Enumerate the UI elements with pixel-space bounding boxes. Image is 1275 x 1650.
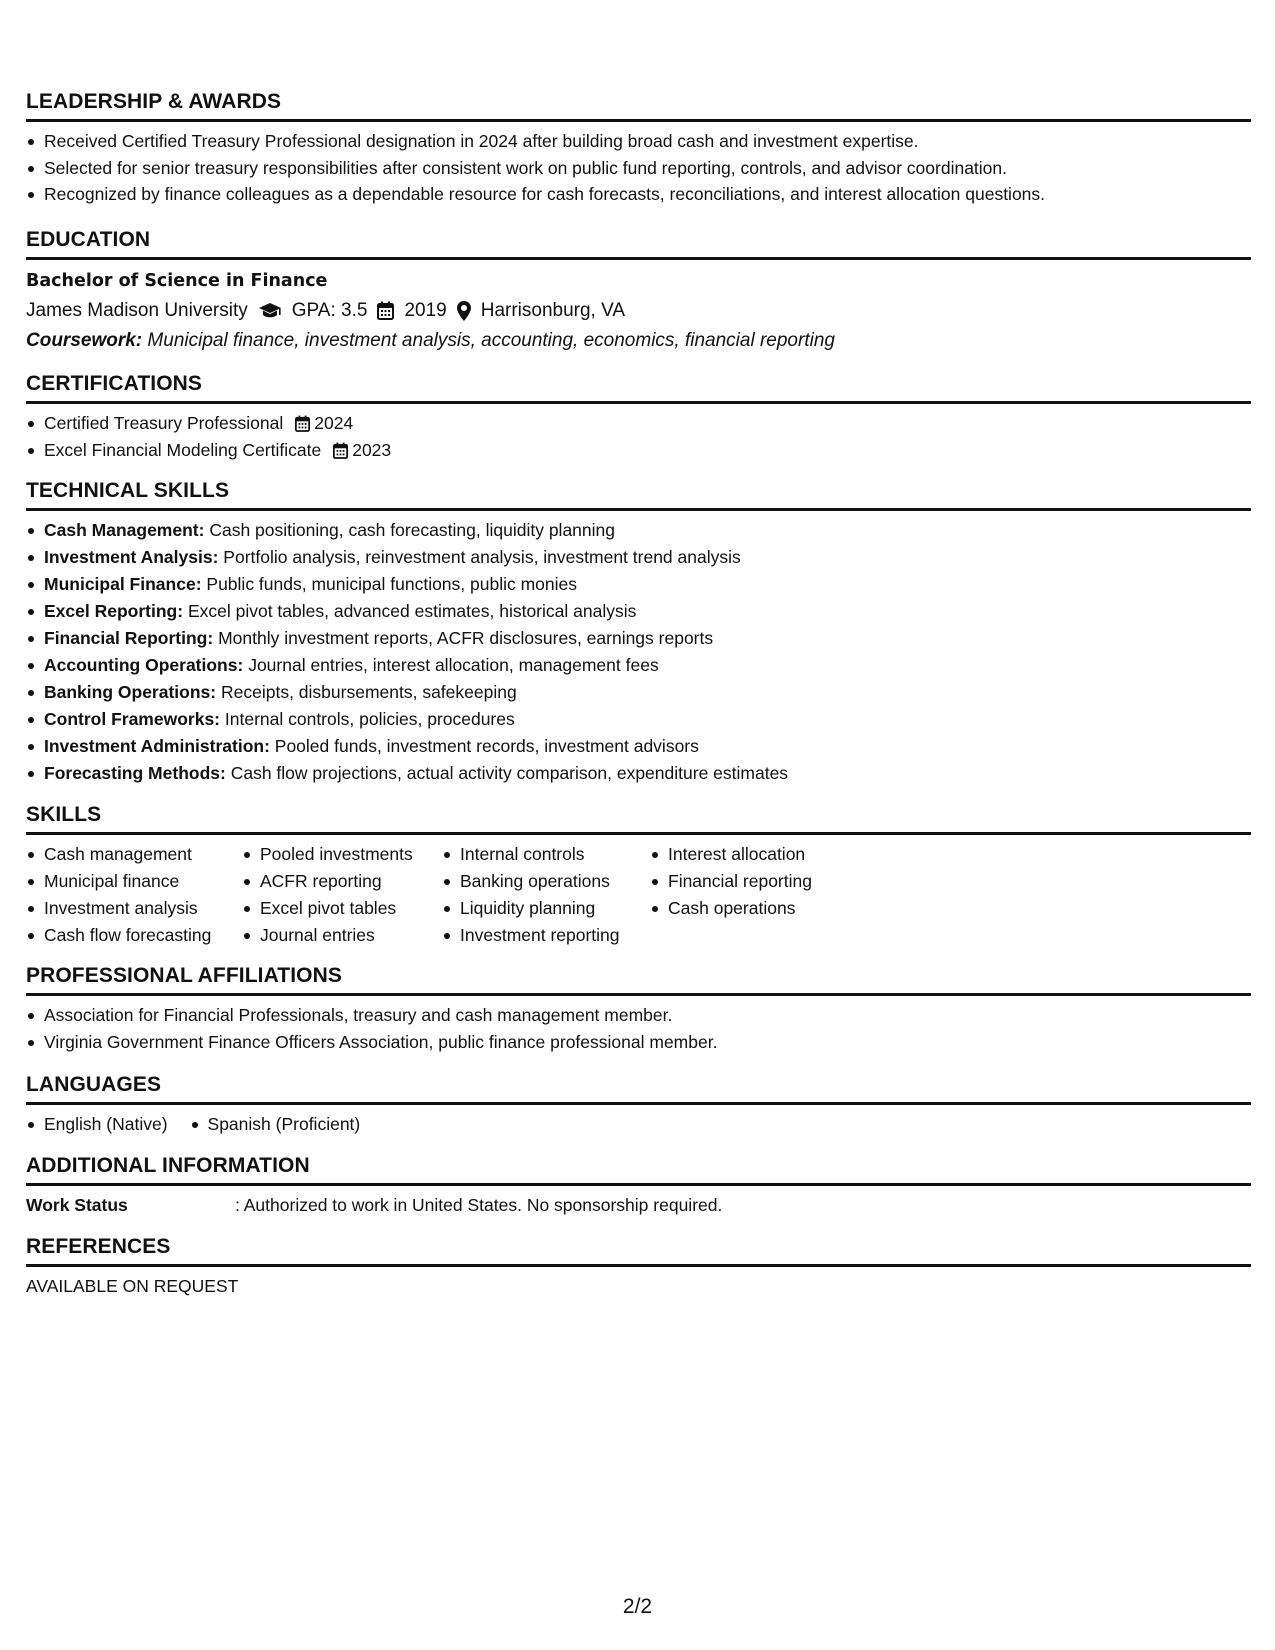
skill-label: Excel Reporting: (44, 600, 184, 621)
skill-label: Investment Analysis: (44, 546, 219, 567)
list-item (26, 571, 1251, 598)
section-title: ADDITIONAL INFORMATION (26, 1154, 1251, 1186)
coursework-label: Coursework: (26, 329, 143, 351)
skills-section (26, 803, 1251, 949)
skill-label: Forecasting Methods: (44, 762, 226, 783)
list-item: Investment reporting (442, 922, 650, 949)
list-item: Banking operations (442, 868, 650, 895)
certifications-section (26, 372, 1251, 464)
list-item: Journal entries (242, 922, 442, 949)
list-item: Internal controls (442, 841, 650, 868)
skill-text: Portfolio analysis, reinvestment analysis, investment trend analysis (223, 546, 741, 567)
section-title: LEADERSHIP & AWARDS (26, 90, 1251, 122)
section-title: EDUCATION (26, 228, 1251, 260)
skills-column (442, 841, 650, 949)
section-title: REFERENCES (26, 1235, 1251, 1267)
skill-label: Financial Reporting: (44, 627, 214, 648)
skill-text: Public funds, municipal functions, public monies (206, 573, 578, 594)
graduation-year: 2019 (404, 299, 447, 321)
additional-info-section (26, 1154, 1251, 1219)
education-details (26, 296, 1251, 326)
references-section (26, 1235, 1251, 1300)
list-item: Association for Financial Professionals, treasury and cash management member. (26, 1002, 1251, 1029)
affiliations-section (26, 964, 1251, 1056)
cert-year: 2024 (314, 412, 354, 433)
leadership-list (26, 128, 1251, 208)
list-item: Interest allocation (650, 841, 870, 868)
section-title: TECHNICAL SKILLS (26, 479, 1251, 511)
section-title: CERTIFICATIONS (26, 372, 1251, 404)
skill-text: Excel pivot tables, advanced estimates, historical analysis (187, 600, 637, 621)
skill-text: Internal controls, policies, procedures (224, 708, 515, 729)
list-item (26, 598, 1251, 625)
list-item (26, 437, 1251, 464)
skill-text: Cash flow projections, actual activity comparison, expenditure estimates (230, 762, 789, 783)
cert-name: Excel Financial Modeling Certificate (44, 439, 322, 460)
list-item (26, 652, 1251, 679)
list-item (26, 410, 1251, 437)
graduation-cap-icon (258, 302, 282, 320)
list-item: Municipal finance (26, 868, 242, 895)
certifications-list (26, 410, 1251, 464)
list-item: Cash management (26, 841, 242, 868)
list-item (26, 544, 1251, 571)
list-item: Received Certified Treasury Professional designation in 2024 after building broad cash and investment expertise. (26, 128, 1251, 155)
skill-label: Cash Management: (44, 519, 205, 540)
degree: Bachelor of Science in Finance (26, 270, 328, 291)
language-item-wrap (190, 1111, 361, 1138)
skill-label: Banking Operations: (44, 681, 217, 702)
affiliations-list (26, 1002, 1251, 1056)
cert-name: Certified Treasury Professional (44, 412, 284, 433)
skill-text: Monthly investment reports, ACFR disclosures, earnings reports (218, 627, 714, 648)
list-item: Excel pivot tables (242, 895, 442, 922)
section-title: PROFESSIONAL AFFILIATIONS (26, 964, 1251, 996)
list-item: Pooled investments (242, 841, 442, 868)
education-section (26, 228, 1251, 356)
cert-year: 2023 (352, 439, 392, 460)
list-item (26, 706, 1251, 733)
skill-label: Accounting Operations: (44, 654, 244, 675)
languages-list (26, 1111, 1251, 1138)
resume-page (26, 90, 1251, 1300)
calendar-icon (295, 415, 310, 432)
coursework (26, 326, 1251, 356)
list-item: Liquidity planning (442, 895, 650, 922)
skill-text: Pooled funds, investment records, investment advisors (274, 735, 699, 756)
list-item: ACFR reporting (242, 868, 442, 895)
calendar-icon (333, 442, 348, 459)
calendar-icon (377, 301, 394, 320)
list-item: Recognized by finance colleagues as a dependable resource for cash forecasts, reconciliations, and interest allocation questions. (26, 181, 1251, 208)
list-item: Cash flow forecasting (26, 922, 242, 949)
list-item: Spanish (Proficient) (190, 1111, 361, 1138)
section-title: LANGUAGES (26, 1073, 1251, 1105)
list-item (26, 679, 1251, 706)
list-item: Investment analysis (26, 895, 242, 922)
coursework-text: Municipal finance, investment analysis, accounting, economics, financial reporting (147, 329, 835, 351)
list-item: Cash operations (650, 895, 870, 922)
skill-label: Municipal Finance: (44, 573, 202, 594)
list-item: Financial reporting (650, 868, 870, 895)
work-status-value: : Authorized to work in United States. No sponsorship required. (235, 1194, 723, 1215)
skill-label: Control Frameworks: (44, 708, 220, 729)
skills-column (242, 841, 442, 949)
gpa: GPA: 3.5 (291, 299, 368, 321)
languages-section (26, 1073, 1251, 1138)
skills-column (650, 841, 870, 949)
skill-text: Cash positioning, cash forecasting, liquidity planning (209, 519, 615, 540)
list-item (26, 760, 1251, 787)
skill-text: Journal entries, interest allocation, management fees (248, 654, 659, 675)
location: Harrisonburg, VA (480, 299, 626, 321)
references-text: AVAILABLE ON REQUEST (26, 1275, 239, 1296)
work-status-label: Work Status (26, 1194, 128, 1215)
list-item (26, 517, 1251, 544)
technical-skills-section (26, 479, 1251, 787)
leadership-section (26, 90, 1251, 208)
technical-skills-list (26, 517, 1251, 787)
list-item (26, 625, 1251, 652)
map-pin-icon (457, 301, 471, 321)
section-title: SKILLS (26, 803, 1251, 835)
skill-label: Investment Administration: (44, 735, 270, 756)
language-item-wrap (26, 1111, 168, 1138)
skills-grid (26, 841, 1251, 949)
list-item: English (Native) (26, 1111, 168, 1138)
list-item: Selected for senior treasury responsibilities after consistent work on public fund reporting, controls, and advisor coordination. (26, 155, 1251, 182)
work-status-row (26, 1192, 1251, 1219)
skills-column (26, 841, 242, 949)
school-name: James Madison University (26, 299, 248, 321)
list-item: Virginia Government Finance Officers Association, public finance professional member. (26, 1029, 1251, 1056)
skill-text: Receipts, disbursements, safekeeping (220, 681, 517, 702)
page-number: 2/2 (622, 1595, 653, 1618)
list-item (26, 733, 1251, 760)
